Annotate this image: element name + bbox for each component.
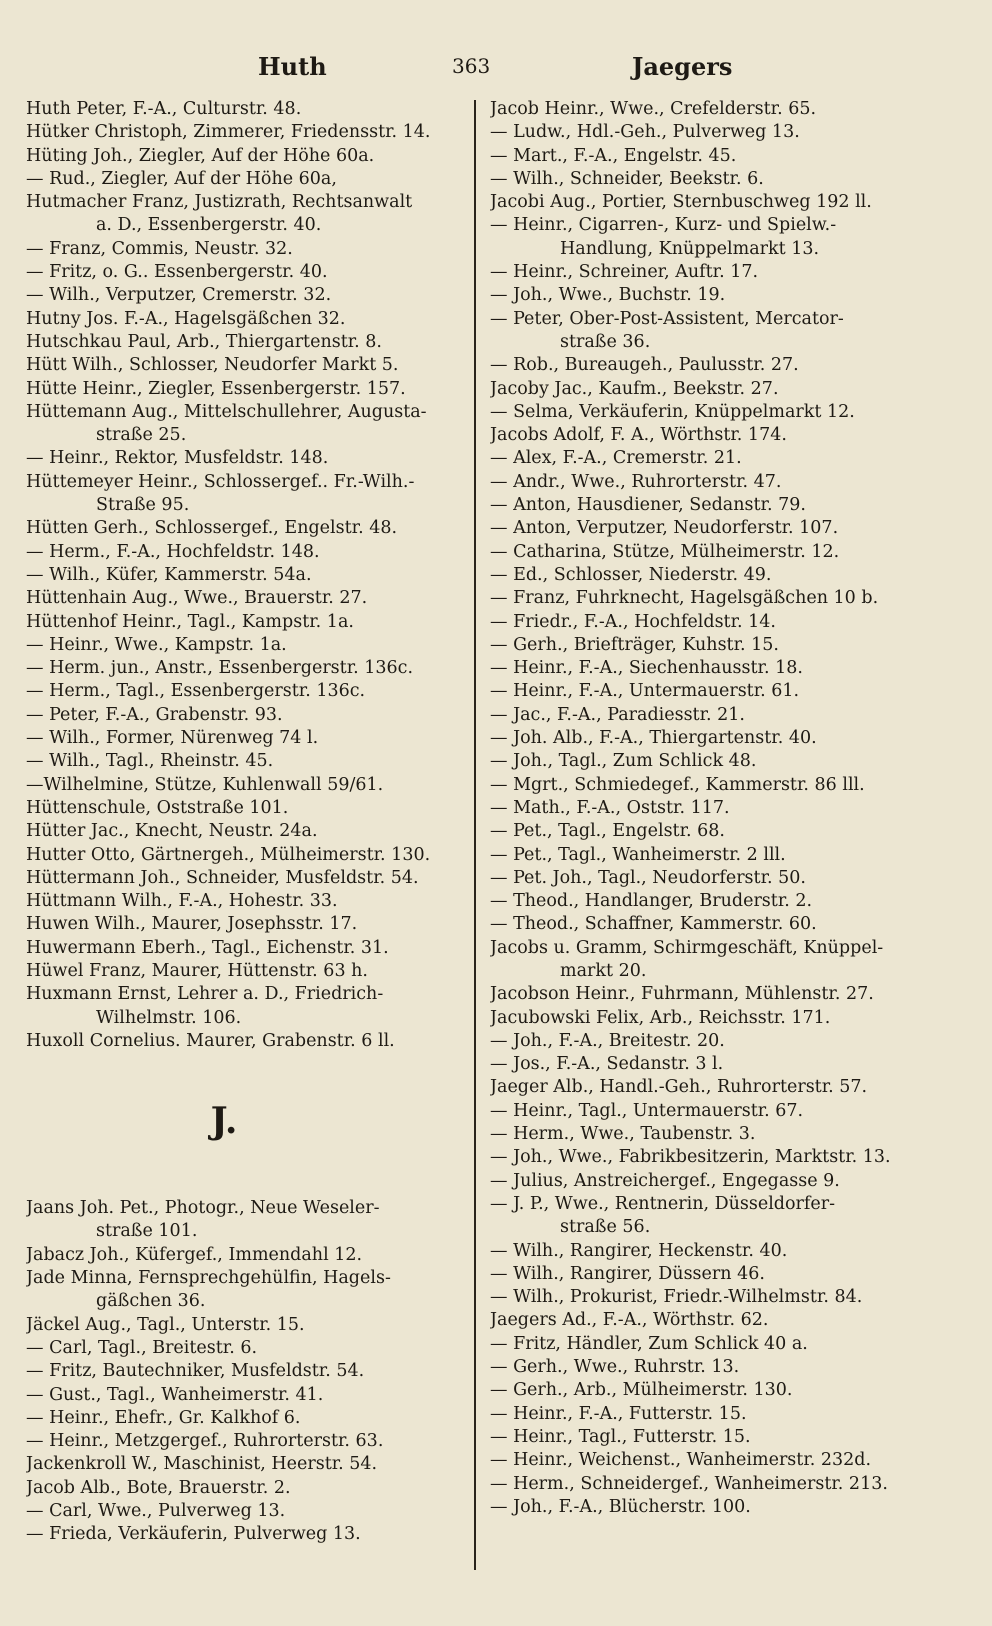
directory-entry: — Heinr., Tagl., Untermauerstr. 67.	[490, 1100, 804, 1121]
directory-entry: — Pet. Joh., Tagl., Neudorferstr. 50.	[490, 867, 806, 888]
directory-entry: Hüttemeyer Heinr., Schlossergef.. Fr.-Wilh.-	[26, 471, 415, 492]
directory-entry: — Pet., Tagl., Engelstr. 68.	[490, 821, 725, 842]
directory-entry: — Carl, Wwe., Pulverweg 13.	[26, 1501, 286, 1522]
left-entries-j	[26, 1197, 462, 1546]
directory-entry: Huwen Wilh., Maurer, Josephsstr. 17.	[26, 914, 358, 935]
directory-entry: — Joh., Tagl., Zum Schlick 48.	[490, 751, 757, 772]
directory-entry: Jacobi Aug., Portier, Sternbuschweg 192 ll.	[490, 192, 872, 213]
directory-entry: Jackenkroll W., Maschinist, Heerstr. 54.	[26, 1454, 378, 1475]
directory-entry: Jacob Alb., Bote, Brauerstr. 2.	[26, 1477, 291, 1498]
entry-continuation: Straße 95.	[96, 495, 190, 516]
directory-entry: Hüttenschule, Oststraße 101.	[26, 797, 289, 818]
directory-entry: — Wilh., Rangirer, Heckenstr. 40.	[490, 1240, 788, 1261]
directory-entry: — Theod., Schaffner, Kammerstr. 60.	[490, 914, 817, 935]
directory-entry: Huxmann Ernst, Lehrer a. D., Friedrich-	[26, 984, 384, 1005]
directory-entry: — Theod., Handlanger, Bruderstr. 2.	[490, 891, 813, 912]
directory-entry: — Math., F.-A., Oststr. 117.	[490, 797, 730, 818]
directory-entry: Huth Peter, F.-A., Culturstr. 48.	[26, 99, 302, 119]
directory-entry: — Mgrt., Schmiedegef., Kammerstr. 86 lll.	[490, 774, 865, 795]
directory-entry: Jacubowski Felix, Arb., Reichsstr. 171.	[490, 1007, 831, 1028]
directory-entry: Hüttenhain Aug., Wwe., Brauerstr. 27.	[26, 588, 368, 609]
directory-entry: Jacobs Adolf, F. A., Wörthstr. 174.	[490, 425, 787, 446]
directory-entry: — Heinr., Ehefr., Gr. Kalkhof 6.	[26, 1407, 301, 1428]
entry-continuation: straße 101.	[96, 1221, 198, 1242]
directory-entry: — Peter, Ober-Post-Assistent, Mercator-	[490, 308, 844, 329]
entry-continuation: markt 20.	[560, 960, 647, 981]
directory-entry: — Joh., Wwe., Fabrikbesitzerin, Marktstr. 13.	[490, 1147, 891, 1168]
directory-entry: — Jos., F.-A., Sedanstr. 3 l.	[490, 1054, 724, 1075]
directory-entry: — Carl, Tagl., Breitestr. 6.	[26, 1337, 258, 1358]
directory-entry: — Julius, Anstreichergef., Engegasse 9.	[490, 1170, 840, 1191]
directory-entry: — Wilh., Küfer, Kammerstr. 54a.	[26, 564, 312, 585]
directory-entry: — Herm. jun., Anstr., Essenbergerstr. 136c.	[26, 658, 414, 679]
directory-entry: — Ed., Schlosser, Niederstr. 49.	[490, 564, 772, 585]
directory-entry: — Heinr., Cigarren-, Kurz- und Spielw.-	[490, 215, 837, 236]
directory-entry: — Andr., Wwe., Ruhrorterstr. 47.	[490, 471, 782, 492]
directory-entry: — Wilh., Prokurist, Friedr.-Wilhelmstr. 84.	[490, 1287, 863, 1308]
directory-entry: — Heinr., Schreiner, Auftr. 17.	[490, 262, 759, 283]
directory-entry: — Heinr., F.-A., Futterstr. 15.	[490, 1403, 747, 1424]
directory-entry: — Herm., Schneidergef., Wanheimerstr. 213.	[490, 1473, 888, 1494]
directory-entry: Hutschkau Paul, Arb., Thiergartenstr. 8.	[26, 331, 382, 352]
directory-entry: — Gerh., Briefträger, Kuhstr. 15.	[490, 634, 779, 655]
column-divider	[474, 100, 476, 1570]
directory-entry: Hütker Christoph, Zimmerer, Friedensstr. 14.	[26, 122, 431, 143]
directory-entry: — Gerh., Wwe., Ruhrstr. 13.	[490, 1357, 740, 1378]
directory-entry: — Jac., F.-A., Paradiesstr. 21.	[490, 704, 745, 725]
directory-entry: — Joh., F.-A., Breitestr. 20.	[490, 1030, 725, 1051]
directory-entry: Hüwel Franz, Maurer, Hüttenstr. 63 h.	[26, 960, 368, 981]
directory-entry: Jade Minna, Fernsprechgehülfin, Hagels-	[26, 1268, 391, 1289]
directory-entry: — Wilh., Rangirer, Düssern 46.	[490, 1263, 765, 1284]
directory-entry: — Friedr., F.-A., Hochfeldstr. 14.	[490, 611, 776, 632]
directory-entry: — Anton, Verputzer, Neudorferstr. 107.	[490, 518, 839, 539]
entry-continuation: straße 25.	[96, 425, 187, 446]
directory-entry: — Mart., F.-A., Engelstr. 45.	[490, 145, 737, 166]
directory-entry: — Herm., F.-A., Hochfeldstr. 148.	[26, 541, 320, 562]
right-entries	[490, 98, 960, 1519]
directory-entry: Huxoll Cornelius. Maurer, Grabenstr. 6 ll.	[26, 1030, 395, 1051]
directory-entry: Hüting Joh., Ziegler, Auf der Höhe 60a.	[26, 145, 375, 166]
directory-entry: Hütt Wilh., Schlosser, Neudorfer Markt 5.	[26, 355, 399, 376]
directory-entry: — Fritz, Bautechniker, Musfeldstr. 54.	[26, 1361, 365, 1382]
directory-entry: — Alex, F.-A., Cremerstr. 21.	[490, 448, 742, 469]
directory-entry: — Rob., Bureaugeh., Paulusstr. 27.	[490, 355, 799, 376]
directory-entry: — Heinr., Tagl., Futterstr. 15.	[490, 1426, 751, 1447]
directory-entry: — Anton, Hausdiener, Sedanstr. 79.	[490, 495, 806, 516]
directory-entry: Huwermann Eberh., Tagl., Eichenstr. 31.	[26, 937, 389, 958]
directory-entry: — Heinr., Rektor, Musfeldstr. 148.	[26, 448, 329, 469]
section-letter: J.	[210, 1100, 238, 1143]
directory-entry: Hütter Jac., Knecht, Neustr. 24a.	[26, 821, 318, 842]
directory-entry: Jacob Heinr., Wwe., Crefelderstr. 65.	[490, 99, 817, 119]
left-column	[26, 98, 462, 1547]
directory-entry: Hütte Heinr., Ziegler, Essenbergerstr. 157.	[26, 378, 406, 399]
directory-entry: — Joh., Wwe., Buchstr. 19.	[490, 285, 726, 306]
directory-entry: — Heinr., Wwe., Kampstr. 1a.	[26, 634, 287, 655]
directory-entry: — Joh. Alb., F.-A., Thiergartenstr. 40.	[490, 728, 817, 749]
entry-continuation: Wilhelmstr. 106.	[96, 1007, 242, 1028]
directory-entry: — Ludw., Hdl.-Geh., Pulverweg 13.	[490, 122, 800, 143]
directory-entry: Hutter Otto, Gärtnergeh., Mülheimerstr. 130.	[26, 844, 431, 865]
entry-continuation: gäßchen 36.	[96, 1291, 206, 1312]
directory-entry: Jäckel Aug., Tagl., Unterstr. 15.	[26, 1314, 305, 1335]
directory-entry: Hütten Gerh., Schlossergef., Engelstr. 48.	[26, 518, 398, 539]
directory-entry: Jaegers Ad., F.-A., Wörthstr. 62.	[490, 1310, 769, 1331]
directory-entry: — Heinr., Weichenst., Wanheimerstr. 232d.	[490, 1450, 872, 1471]
entry-continuation: a. D., Essenbergerstr. 40.	[96, 215, 322, 236]
directory-entry: — Heinr., F.-A., Untermauerstr. 61.	[490, 681, 800, 702]
directory-entry: — Franz, Fuhrknecht, Hagelsgäßchen 10 b.	[490, 588, 879, 609]
directory-entry: Hutmacher Franz, Justizrath, Rechtsanwalt	[26, 192, 413, 213]
directory-entry: Jaeger Alb., Handl.-Geh., Ruhrorterstr. 57.	[490, 1077, 868, 1098]
directory-entry: — Gust., Tagl., Wanheimerstr. 41.	[26, 1384, 324, 1405]
directory-entry: — Heinr., F.-A., Siechenhausstr. 18.	[490, 658, 803, 679]
directory-entry: — Pet., Tagl., Wanheimerstr. 2 lll.	[490, 844, 786, 865]
directory-entry: — Rud., Ziegler, Auf der Höhe 60a,	[26, 168, 337, 189]
entry-continuation: straße 56.	[560, 1217, 651, 1238]
directory-entry: — Gerh., Arb., Mülheimerstr. 130.	[490, 1380, 793, 1401]
entry-continuation: straße 36.	[560, 331, 651, 352]
directory-entry: Jacobson Heinr., Fuhrmann, Mühlenstr. 27.	[490, 984, 874, 1005]
directory-entry: Jacoby Jac., Kaufm., Beekstr. 27.	[490, 378, 779, 399]
directory-entry: Jaans Joh. Pet., Photogr., Neue Weseler-	[26, 1198, 380, 1219]
directory-entry: — Herm., Tagl., Essenbergerstr. 136c.	[26, 681, 366, 702]
directory-entry: Hüttenhof Heinr., Tagl., Kampstr. 1a.	[26, 611, 354, 632]
left-entries-h	[26, 98, 462, 1053]
page-number: 363	[452, 54, 491, 78]
directory-entry: — Wilh., Schneider, Beekstr. 6.	[490, 168, 764, 189]
header-right-keyword: Jaegers	[632, 52, 733, 81]
right-column	[490, 98, 960, 1519]
directory-entry: — Fritz, Händler, Zum Schlick 40 a.	[490, 1333, 808, 1354]
directory-entry: Hüttmann Wilh., F.-A., Hohestr. 33.	[26, 891, 338, 912]
directory-entry: Hüttemann Aug., Mittelschullehrer, Augusta-	[26, 401, 427, 422]
directory-entry: — Wilh., Former, Nürenweg 74 l.	[26, 728, 319, 749]
directory-entry: — Peter, F.-A., Grabenstr. 93.	[26, 704, 283, 725]
directory-entry: — Wilh., Verputzer, Cremerstr. 32.	[26, 285, 332, 306]
directory-entry: — Fritz, o. G.. Essenbergerstr. 40.	[26, 262, 328, 283]
entry-continuation: Handlung, Knüppelmarkt 13.	[560, 238, 820, 259]
directory-entry: — Franz, Commis, Neustr. 32.	[26, 238, 293, 259]
directory-entry: — Joh., F.-A., Blücherstr. 100.	[490, 1496, 751, 1517]
directory-entry: — Selma, Verkäuferin, Knüppelmarkt 12.	[490, 401, 855, 422]
header-left-keyword: Huth	[258, 52, 327, 81]
directory-entry: Jacobs u. Gramm, Schirmgeschäft, Knüppel-	[490, 937, 884, 958]
directory-entry: — J. P., Wwe., Rentnerin, Düsseldorfer-	[490, 1193, 836, 1214]
directory-entry: Hüttermann Joh., Schneider, Musfeldstr. 54.	[26, 867, 419, 888]
directory-entry: — Frieda, Verkäuferin, Pulverweg 13.	[26, 1524, 361, 1545]
directory-entry: — Heinr., Metzgergef., Ruhrorterstr. 63.	[26, 1431, 384, 1452]
directory-entry: — Wilh., Tagl., Rheinstr. 45.	[26, 751, 274, 772]
directory-entry: Jabacz Joh., Küfergef., Immendahl 12.	[26, 1244, 363, 1265]
directory-entry: — Herm., Wwe., Taubenstr. 3.	[490, 1124, 756, 1145]
directory-entry: —Wilhelmine, Stütze, Kuhlenwall 59/61.	[26, 774, 384, 795]
directory-entry: Hutny Jos. F.-A., Hagelsgäßchen 32.	[26, 308, 346, 329]
directory-entry: — Catharina, Stütze, Mülheimerstr. 12.	[490, 541, 840, 562]
